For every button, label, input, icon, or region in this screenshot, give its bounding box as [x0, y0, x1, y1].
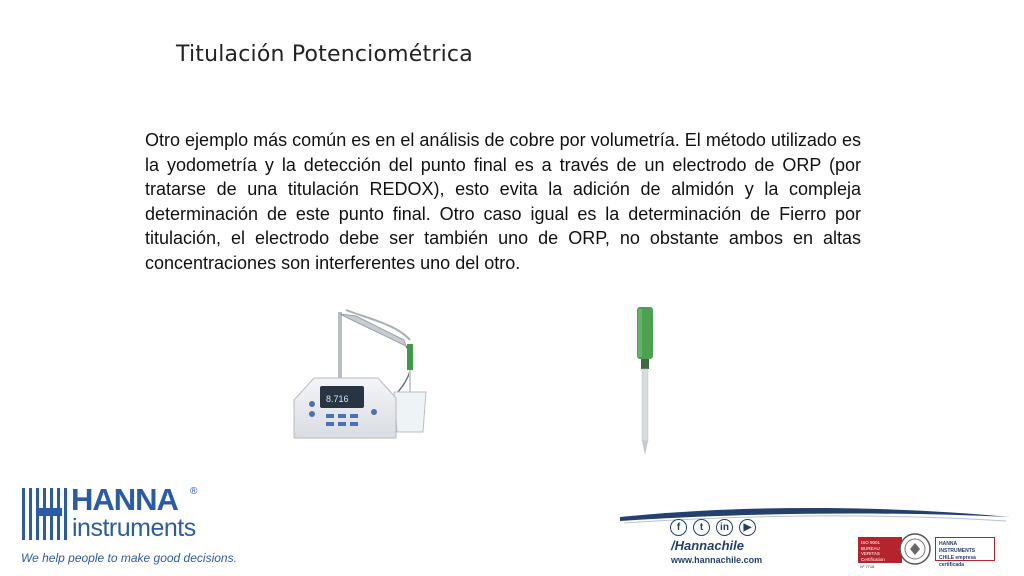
- certification-number: Nº 7718: [860, 564, 875, 569]
- certification-label: HANNA INSTRUMENTS CHILE empresa certificada: [935, 537, 995, 561]
- website-link[interactable]: www.hannachile.com: [671, 555, 763, 565]
- meter-display: 8.716: [326, 394, 349, 404]
- bureau-veritas-badge: ISO 9001 BUREAU VERITAS Certification: [858, 537, 902, 563]
- brand-name: HANNA: [71, 482, 178, 517]
- bureau-veritas-seal-icon: [898, 532, 932, 566]
- registered-mark: ®: [190, 486, 198, 497]
- linkedin-icon[interactable]: in: [716, 519, 733, 536]
- social-icons: [670, 519, 756, 536]
- orp-electrode-image: [625, 305, 665, 460]
- body-paragraph: Otro ejemplo más común es en el análisis de cobre por volumetría. El método utilizado es la yodometría y la detección del punto final es a través de un electrodo de ORP (por tratarse de una titulación REDOX), esto evita la adición de almidón y la compleja determinación de este punto final. Otro caso igual es la determinación de Fierro por titulación, el electrodo debe ser también uno de ORP, no obstante ambos en altas concentraciones son interferentes uno del otro.: [145, 130, 861, 273]
- bench-meter-image: [286, 300, 466, 472]
- youtube-icon[interactable]: ▶: [739, 519, 756, 536]
- brand-tagline: We help people to make good decisions.: [21, 551, 237, 565]
- facebook-icon[interactable]: f: [670, 519, 687, 536]
- social-handle: /Hannachile: [671, 538, 744, 553]
- brand-subtitle: instruments: [72, 514, 196, 542]
- twitter-icon[interactable]: t: [693, 519, 710, 536]
- slide-title: Titulación Potenciométrica: [176, 42, 473, 67]
